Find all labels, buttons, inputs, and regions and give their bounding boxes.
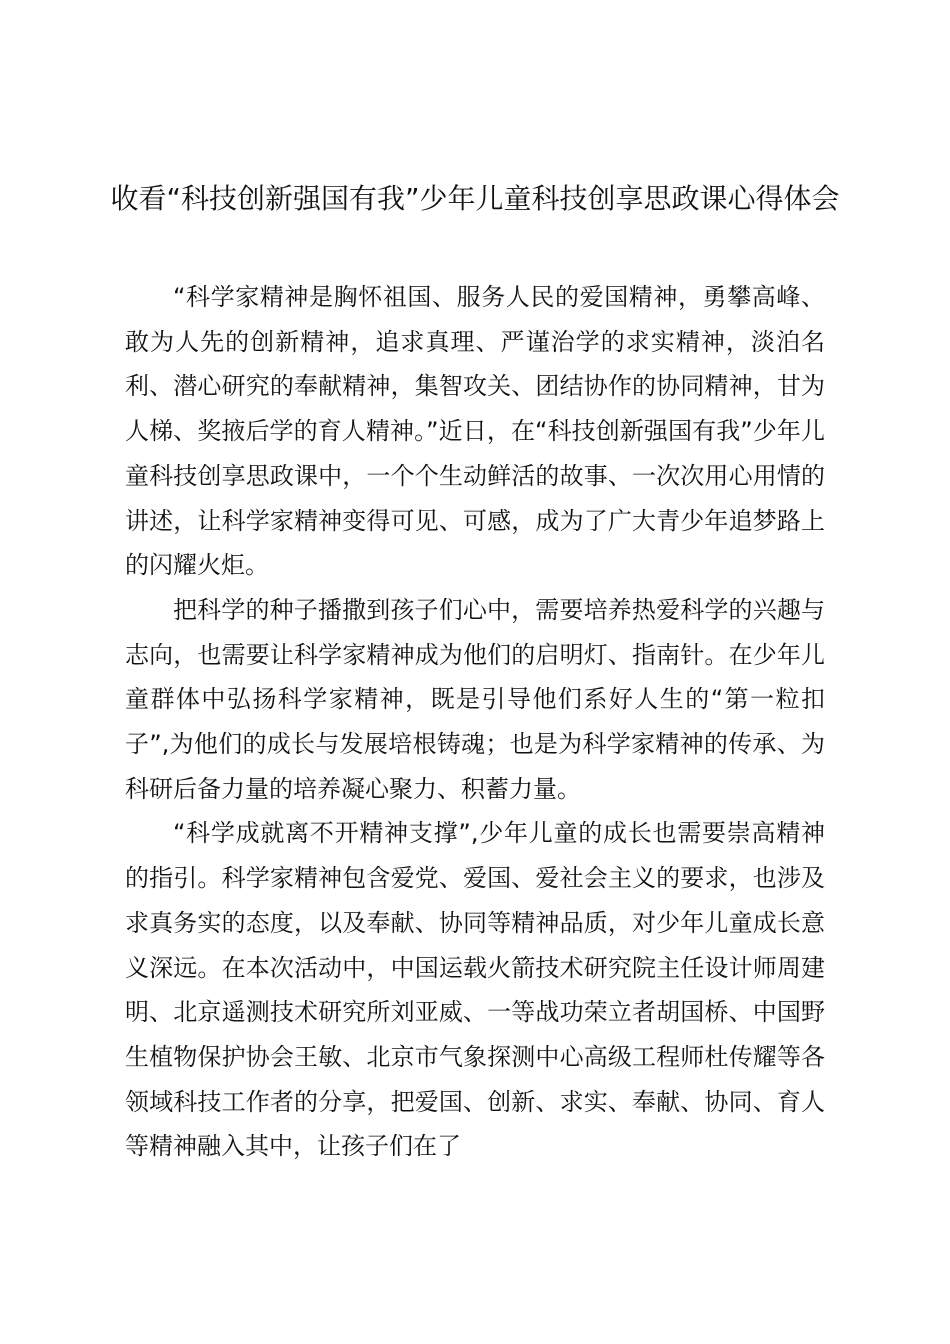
paragraph-2: 把科学的种子播撒到孩子们心中，需要培养热爱科学的兴趣与志向，也需要让科学家精神成为他们的启明灯、指南针。在少年儿童群体中弘扬科学家精神，既是引导他们系好人生的“第一粒扣子”,为他们的成长与发展培根铸魂；也是为科学家精神的传承、为科研后备力量的培养凝心聚力、积蓄力量。	[125, 595, 825, 803]
paragraph-1: “科学家精神是胸怀祖国、服务人民的爱国精神，勇攀高峰、敢为人先的创新精神，追求真理、严谨治学的求实精神，淡泊名利、潜心研究的奉献精神，集智攻关、团结协作的协同精神，甘为人梯、奖掖后学的育人精神。”近日，在“科技创新强国有我”少年儿童科技创享思政课中，一个个生动鲜活的故事、一次次用心用情的讲述，让科学家精神变得可见、可感，成为了广大青少年追梦路上的闪耀火炬。	[125, 283, 825, 580]
document-body	[125, 275, 825, 1169]
paragraph-3: “科学成就离不开精神支撑”,少年儿童的成长也需要崇高精神的指引。科学家精神包含爱党、爱国、爱社会主义的要求，也涉及求真务实的态度，以及奉献、协同等精神品质，对少年儿童成长意义深远。在本次活动中，中国运载火箭技术研究院主任设计师周建明、北京遥测技术研究所刘亚威、一等战功荣立者胡国桥、中国野生植物保护协会王敏、北京市气象探测中心高级工程师杜传耀等各领域科技工作者的分享，把爱国、创新、求实、奉献、协同、育人等精神融入其中，让孩子们在了	[125, 819, 825, 1161]
document-title: 收看“科技创新强国有我”少年儿童科技创享思政课心得体会	[110, 182, 840, 215]
